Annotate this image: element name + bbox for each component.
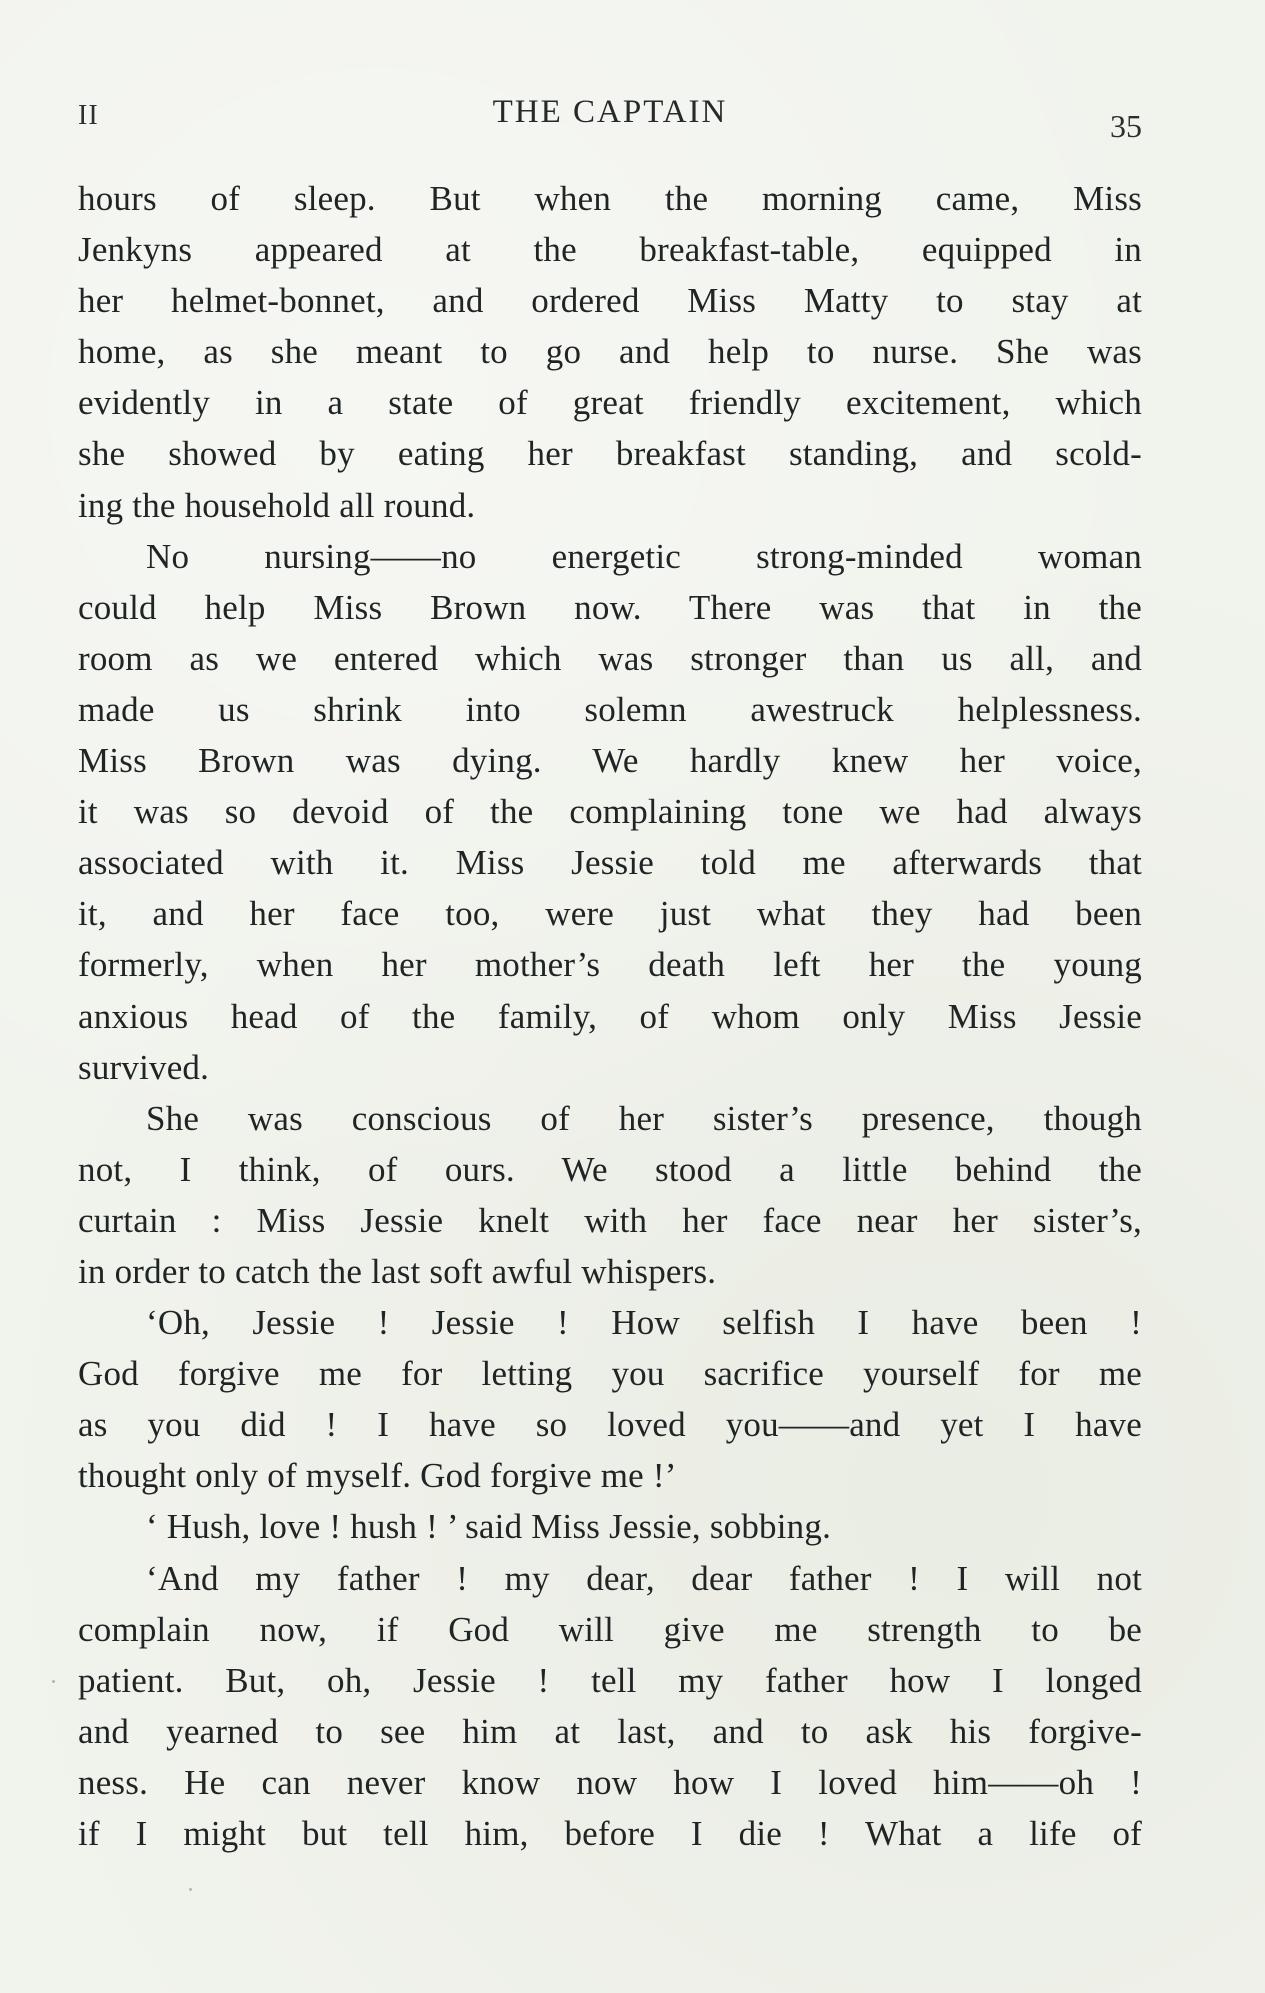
text-line: God forgive me for letting you sacrifice yourself for me	[78, 1354, 1142, 1394]
text-line: Miss Brown was dying. We hardly knew her voice,	[78, 741, 1142, 781]
text-line: not, I think, of ours. We stood a little behind the	[78, 1149, 1142, 1189]
body-text	[78, 173, 1142, 1859]
text-line: her helmet-bonnet, and ordered Miss Matty to stay at	[78, 281, 1142, 321]
text-line: hours of sleep. But when the morning came, Miss	[78, 179, 1142, 218]
text-line: made us shrink into solemn awestruck helplessness.	[78, 689, 1142, 729]
text-line: formerly, when her mother’s death left her the young	[78, 945, 1142, 985]
text-line: room as we entered which was stronger than us all, and	[78, 638, 1142, 678]
text-line: it was so devoid of the complaining tone we had always	[78, 792, 1142, 832]
text-line: No nursing——no energetic strong-minded woman	[146, 536, 1142, 576]
page-number: 35	[1110, 108, 1142, 144]
text-line: evidently in a state of great friendly excitement, which	[78, 383, 1142, 423]
text-line: home, as she meant to go and help to nurse. She was	[78, 332, 1142, 372]
text-line: she showed by eating her breakfast standing, and scold-	[78, 434, 1142, 474]
text-line: and yearned to see him at last, and to ask his forgive-	[78, 1711, 1142, 1751]
text-line: ing the household all round.	[78, 485, 476, 525]
text-line: patient. But, oh, Jessie ! tell my father how I longed	[78, 1660, 1142, 1700]
text-line: Jenkyns appeared at the breakfast-table, equipped in	[78, 230, 1142, 270]
text-line: ‘And my father ! my dear, dear father ! I will not	[146, 1558, 1142, 1598]
running-header	[78, 92, 1142, 144]
chapter-number: II	[78, 100, 99, 131]
text-line: if I might but tell him, before I die ! What a life of	[78, 1814, 1142, 1853]
text-line: survived.	[78, 1047, 210, 1087]
text-line: it, and her face too, were just what they had been	[78, 894, 1142, 934]
paragraph	[78, 1501, 1142, 1552]
paper-speck	[189, 1888, 192, 1891]
text-line: associated with it. Miss Jessie told me afterwards that	[78, 843, 1142, 883]
paper-speck	[52, 1680, 55, 1683]
text-line: could help Miss Brown now. There was that in the	[78, 587, 1142, 627]
paragraph	[78, 1297, 1142, 1501]
running-title: THE CAPTAIN	[492, 94, 728, 130]
text-line: complain now, if God will give me strength to be	[78, 1609, 1142, 1649]
text-line: in order to catch the last soft awful whispers.	[78, 1251, 717, 1291]
text-line: curtain : Miss Jessie knelt with her face near her sister’s,	[78, 1200, 1142, 1240]
text-line: thought only of myself. God forgive me !’	[78, 1456, 677, 1496]
text-line: She was conscious of her sister’s presence, though	[146, 1098, 1142, 1138]
paragraph	[78, 1093, 1142, 1297]
text-line: ‘Oh, Jessie ! Jessie ! How selfish I have been !	[146, 1303, 1142, 1343]
paragraph	[78, 531, 1142, 1093]
paragraph	[78, 173, 1142, 531]
text-line: ness. He can never know now how I loved him——oh !	[78, 1762, 1142, 1802]
paragraph	[78, 1553, 1142, 1860]
text-line: as you did ! I have so loved you——and yet I have	[78, 1405, 1142, 1445]
text-line: ‘ Hush, love ! hush ! ’ said Miss Jessie, sobbing.	[146, 1507, 832, 1547]
text-line: anxious head of the family, of whom only Miss Jessie	[78, 996, 1142, 1036]
